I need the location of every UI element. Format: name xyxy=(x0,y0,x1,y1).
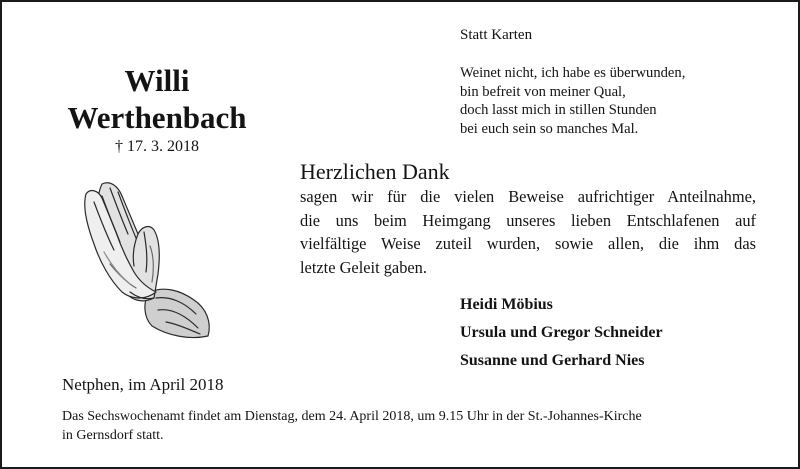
poem-line: bin befreit von meiner Qual, xyxy=(460,83,626,100)
signer-name: Heidi Möbius xyxy=(460,296,553,313)
statt-karten-note: Statt Karten xyxy=(460,27,533,43)
thanks-line: vielfältige Weise zuteil wurden, sowie allen, die ihm das xyxy=(300,234,756,254)
thanks-line: die uns beim Heimgang unseres lieben Entschlafenen auf xyxy=(300,210,756,230)
thanks-title: Herzlichen Dank xyxy=(300,159,450,184)
notice-line: in Gernsdorf statt. xyxy=(62,428,164,443)
poem-line: bei euch sein so manches Mal. xyxy=(460,120,639,137)
notice-line: Das Sechswochenamt findet am Dienstag, dem 24. April 2018, um 9.15 Uhr in der St.-Johannes-Kirche xyxy=(62,409,642,424)
praying-hands-icon xyxy=(80,174,216,342)
death-date: † 17. 3. 2018 xyxy=(115,138,199,155)
signer-name: Susanne und Gerhard Nies xyxy=(460,352,645,369)
deceased-first-name: Willi xyxy=(124,63,190,98)
thanks-line: sagen wir für die vielen Beweise aufrichtiger Anteilnahme, xyxy=(300,187,756,206)
poem xyxy=(460,64,685,138)
thanks-line: letzte Geleit gaben. xyxy=(300,257,427,277)
mass-notice xyxy=(62,407,762,445)
signers xyxy=(460,291,663,375)
poem-line: Weinet nicht, ich habe es überwunden, xyxy=(460,65,686,81)
place-date: Netphen, im April 2018 xyxy=(62,375,224,394)
thanks-body xyxy=(300,185,756,279)
poem-line: doch lasst mich in stillen Stunden xyxy=(460,102,657,118)
signer-name: Ursula und Gregor Schneider xyxy=(460,324,663,341)
deceased-last-name: Werthenbach xyxy=(67,100,247,135)
